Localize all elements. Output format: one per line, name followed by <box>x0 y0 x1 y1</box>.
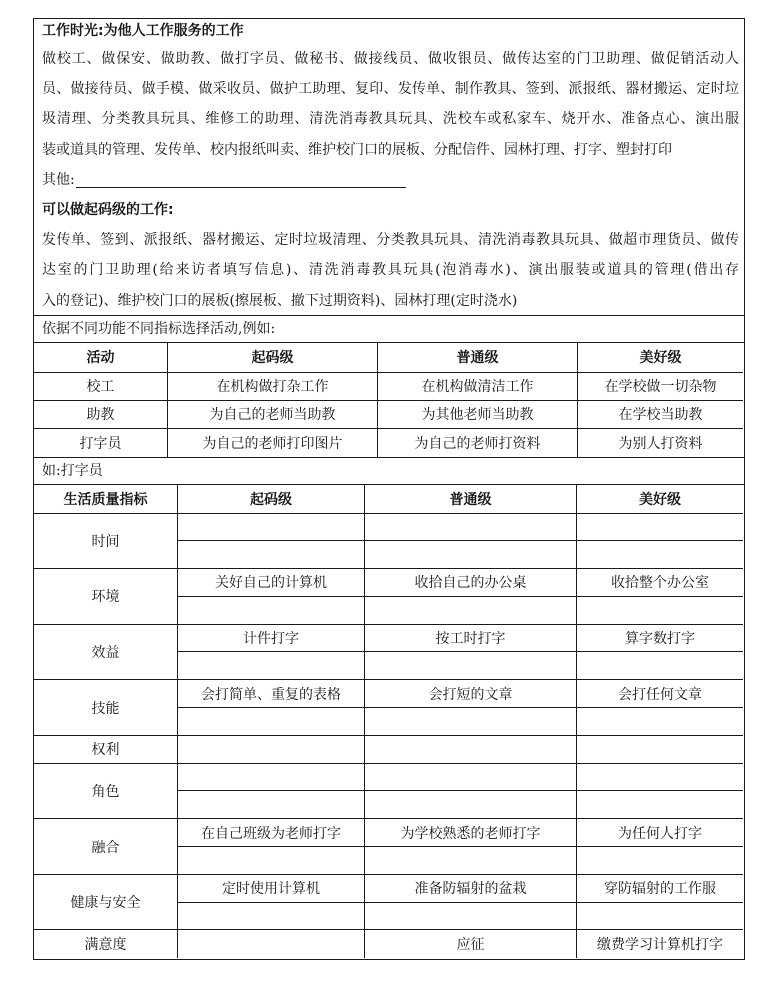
level-cell: 为别人打资料 <box>578 428 744 457</box>
paragraph-line: 达室的门卫助理(给来访者填写信息)、清洗消毒教具玩具(泡消毒水)、演出服装或道具的管理(借出存 <box>42 262 739 279</box>
other-field-row <box>42 165 739 195</box>
indicator-cell: 角色 <box>34 763 178 819</box>
table-row <box>34 735 743 763</box>
column-header: 活动 <box>34 343 168 372</box>
column-header: 普通级 <box>378 343 578 372</box>
level-cell <box>365 708 577 736</box>
quality-indicator-table <box>34 485 743 958</box>
level-cell: 为自己的老师打印图片 <box>168 428 378 457</box>
level-cell: 会打简单、重复的表格 <box>178 680 365 708</box>
other-label: 其他: <box>42 171 75 188</box>
table-row <box>34 930 743 958</box>
column-header: 美好级 <box>578 343 744 372</box>
paragraph-line: 圾清理、分类教具玩具、维修工的助理、清洗消毒教具玩具、洗校车或私家车、烧开水、准备点心、演出服 <box>42 111 739 128</box>
indicator-cell: 权利 <box>34 735 178 763</box>
level-cell: 在学校当助教 <box>578 400 744 428</box>
basic-work-title: 可以做起码级的工作: <box>42 201 174 218</box>
level-cell <box>577 708 744 736</box>
level-cell <box>178 596 365 624</box>
level-cell: 为其他老师当助教 <box>378 400 578 428</box>
indicator-cell: 时间 <box>34 513 178 569</box>
paragraph-line: 装或道具的管理、发传单、校内报纸叫卖、维护校门口的展板、分配信件、园林打理、打字、塑封打印 <box>42 141 672 158</box>
level-cell <box>577 763 744 791</box>
level-cell: 在自己班级为老师打字 <box>178 819 365 847</box>
level-cell: 会打任何文章 <box>577 680 744 708</box>
level-cell <box>365 791 577 819</box>
activity-table <box>34 343 743 457</box>
level-cell: 算字数打字 <box>577 624 744 652</box>
level-cell <box>365 847 577 875</box>
table-row <box>34 513 743 541</box>
level-cell: 应征 <box>365 930 577 958</box>
table-header-row <box>34 343 743 372</box>
indicator-cell: 健康与安全 <box>34 874 178 930</box>
level-cell <box>178 847 365 875</box>
level-cell <box>577 791 744 819</box>
table-row <box>34 400 743 428</box>
level-cell <box>178 902 365 930</box>
table-header-row <box>34 485 743 513</box>
level-cell <box>365 902 577 930</box>
level-cell <box>577 652 744 680</box>
level-cell: 会打短的文章 <box>365 680 577 708</box>
level-cell <box>178 735 365 763</box>
level-cell <box>178 513 365 541</box>
column-header: 美好级 <box>577 485 744 513</box>
table-row <box>34 624 743 652</box>
paragraph-line: 入的登记)、维护校门口的展板(擦展板、撤下过期资料)、园林打理(定时浇水) <box>42 292 518 309</box>
table-row <box>34 680 743 708</box>
worksheet <box>33 18 745 960</box>
level-cell: 关好自己的计算机 <box>178 569 365 597</box>
paragraph-line: 发传单、签到、派报纸、器材搬运、定时垃圾清理、分类教具玩具、清洗消毒教具玩具、做超市理货员、做传 <box>42 232 739 249</box>
indicator-cell: 满意度 <box>34 930 178 958</box>
paragraph-line: 做校工、做保安、做助教、做打字员、做秘书、做接线员、做收银员、做传达室的门卫助理、做促销活动人 <box>42 51 739 67</box>
level-cell: 收拾整个办公室 <box>577 569 744 597</box>
level-cell <box>178 652 365 680</box>
level-cell <box>365 763 577 791</box>
level-cell: 计件打字 <box>178 624 365 652</box>
level-cell <box>577 596 744 624</box>
level-cell <box>365 735 577 763</box>
table-row <box>34 874 743 902</box>
level-cell <box>178 541 365 569</box>
level-cell: 为自己的老师打资料 <box>378 428 578 457</box>
activity-name-cell: 打字员 <box>34 428 168 457</box>
level-cell: 缴费学习计算机打字 <box>577 930 744 958</box>
level-cell: 按工时打字 <box>365 624 577 652</box>
level-cell: 准备防辐射的盆栽 <box>365 874 577 902</box>
level-cell <box>178 708 365 736</box>
level-cell <box>577 847 744 875</box>
table-row <box>34 819 743 847</box>
level-cell: 为自己的老师当助教 <box>168 400 378 428</box>
level-cell <box>577 513 744 541</box>
level-cell: 收拾自己的办公桌 <box>365 569 577 597</box>
level-cell <box>178 930 365 958</box>
level-cell <box>577 541 744 569</box>
example-label: 如:打字员 <box>34 457 744 485</box>
level-cell <box>577 735 744 763</box>
level-cell <box>365 596 577 624</box>
level-cell <box>365 513 577 541</box>
level-cell <box>178 763 365 791</box>
table-row <box>34 372 743 400</box>
level-cell: 穿防辐射的工作服 <box>577 874 744 902</box>
work-intro-section <box>34 19 744 316</box>
level-cell <box>577 902 744 930</box>
column-header: 普通级 <box>365 485 577 513</box>
level-cell: 在机构做清洁工作 <box>378 372 578 400</box>
column-header: 起码级 <box>178 485 365 513</box>
paragraph-line: 员、做接待员、做手模、做采收员、做护工助理、复印、发传单、制作教具、签到、派报纸、器材搬运、定时垃 <box>42 81 739 98</box>
indicator-cell: 技能 <box>34 680 178 736</box>
level-cell: 为任何人打字 <box>577 819 744 847</box>
table-row <box>34 569 743 597</box>
indicator-cell: 效益 <box>34 624 178 680</box>
level-cell <box>365 652 577 680</box>
activity-intro-text: 依据不同功能不同指标选择活动,例如: <box>34 316 744 343</box>
column-header: 生活质量指标 <box>34 485 178 513</box>
column-header: 起码级 <box>168 343 378 372</box>
activity-name-cell: 校工 <box>34 372 168 400</box>
level-cell <box>178 791 365 819</box>
level-cell: 为学校熟悉的老师打字 <box>365 819 577 847</box>
level-cell: 定时使用计算机 <box>178 874 365 902</box>
indicator-cell: 融合 <box>34 819 178 875</box>
table-row <box>34 428 743 457</box>
indicator-cell: 环境 <box>34 569 178 625</box>
other-blank-line <box>76 169 406 188</box>
table-row <box>34 763 743 791</box>
activity-name-cell: 助教 <box>34 400 168 428</box>
section-title: 工作时光:为他人工作服务的工作 <box>42 23 244 39</box>
level-cell: 在机构做打杂工作 <box>168 372 378 400</box>
level-cell <box>365 541 577 569</box>
level-cell: 在学校做一切杂物 <box>578 372 744 400</box>
